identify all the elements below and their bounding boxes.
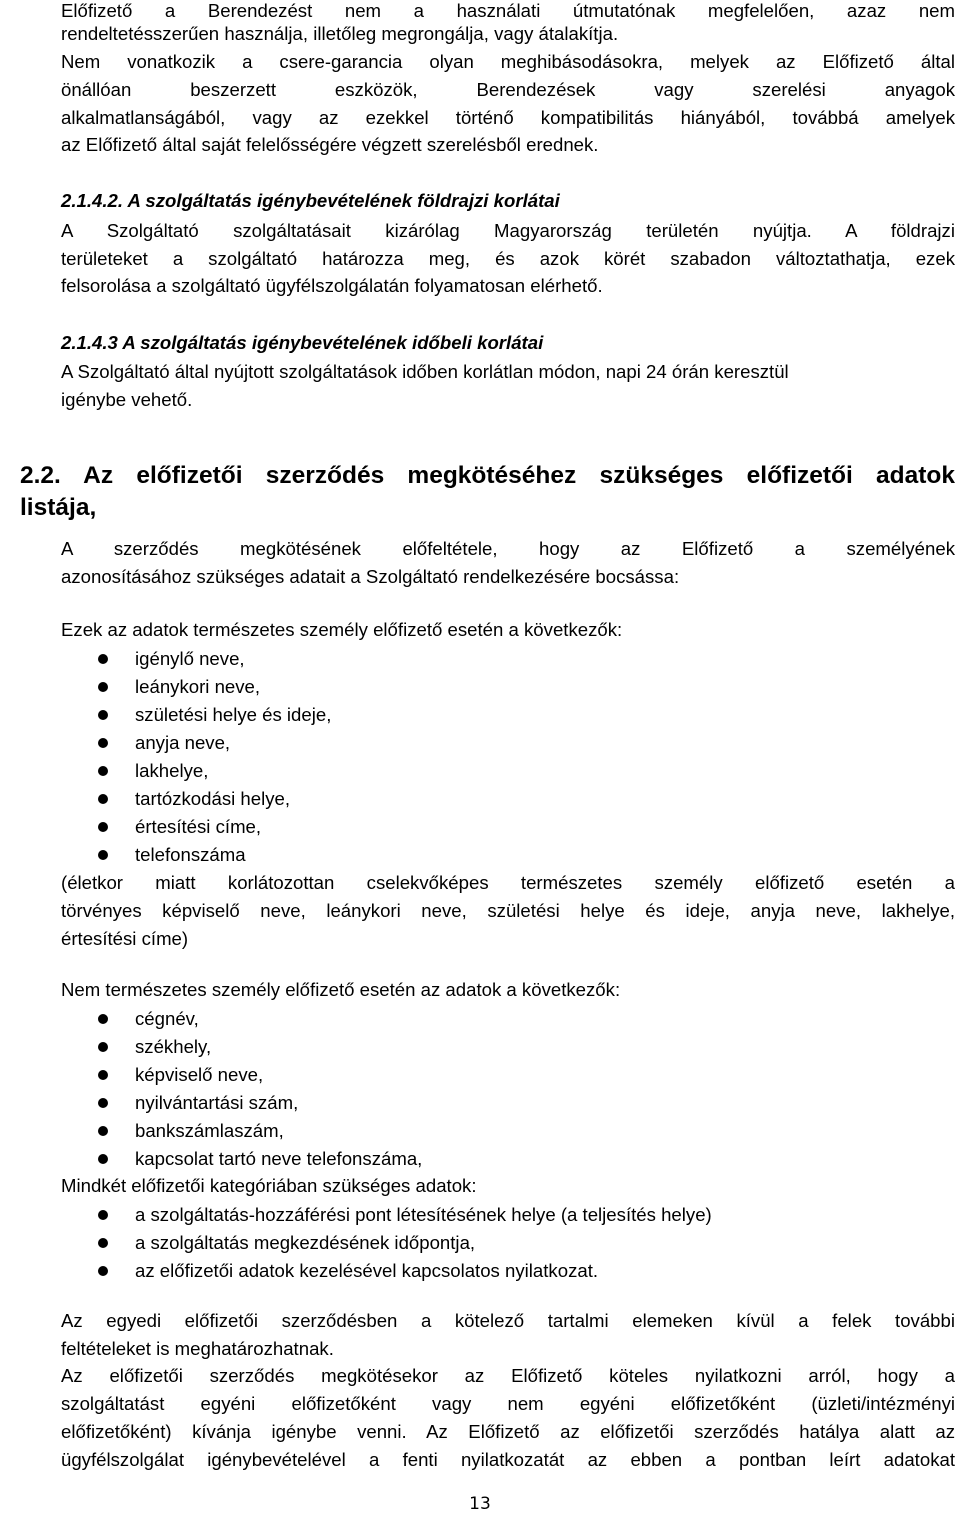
body-text-line: az Előfizető által saját felelősségére végzett szerelésből erednek.: [61, 134, 599, 155]
bullet-icon: [98, 710, 108, 720]
bullet-icon: [98, 1238, 108, 1248]
bullet-icon: [98, 1042, 108, 1052]
body-text-line: Az előfizetői szerződés megkötésekor az Előfizető köteles nyilatkozni arról, hogy a: [61, 1365, 955, 1386]
bullet-icon: [98, 1070, 108, 1080]
list-item: telefonszáma: [135, 844, 246, 865]
bullet-icon: [98, 1126, 108, 1136]
body-text-line: A szerződés megkötésének előfeltétele, hogy az Előfizető a személyének: [61, 538, 955, 559]
list-item: születési helye és ideje,: [135, 704, 332, 725]
body-text-line: értesítési címe): [61, 928, 189, 949]
body-text-line: feltételeket is meghatározhatnak.: [61, 1338, 334, 1359]
list-item: értesítési címe,: [135, 816, 262, 837]
list-item: kapcsolat tartó neve telefonszáma,: [135, 1148, 423, 1169]
body-text-line: Nem vonatkozik a csere-garancia olyan meghibásodásokra, melyek az Előfizető által: [61, 51, 955, 72]
bullet-icon: [98, 682, 108, 692]
body-text-line: Előfizető a Berendezést nem a használati útmutatónak megfelelően, azaz nem: [61, 0, 955, 21]
bullet-icon: [98, 654, 108, 664]
body-text-line: Az egyedi előfizetői szerződésben a kötelező tartalmi elemeken kívül a felek további: [61, 1310, 955, 1331]
list-item: az előfizetői adatok kezelésével kapcsolatos nyilatkozat.: [135, 1260, 599, 1281]
list-item: képviselő neve,: [135, 1064, 264, 1085]
section-heading-22-cont: listája,: [20, 494, 97, 521]
list-intro-legal: Nem természetes személy előfizető esetén az adatok a következők:: [61, 979, 621, 1000]
bullet-icon: [98, 822, 108, 832]
bullet-icon: [98, 1154, 108, 1164]
bullet-icon: [98, 1266, 108, 1276]
list-item: igénylő neve,: [135, 648, 245, 669]
bullet-icon: [98, 766, 108, 776]
section-heading-22: 2.2. Az előfizetői szerződés megkötéséhez szükséges előfizetői adatok: [20, 462, 955, 489]
body-text-line: alkalmatlanságából, vagy az ezekkel történő kompatibilitás hiányából, továbbá amelyek: [61, 107, 955, 128]
bullet-icon: [98, 1210, 108, 1220]
page-number: 13: [469, 1494, 491, 1514]
body-text-line: törvényes képviselő neve, leánykori neve, születési helye és ideje, anyja neve, lakhelye,: [61, 900, 955, 921]
section-heading-2142: 2.1.4.2. A szolgáltatás igénybevételének földrajzi korlátai: [61, 190, 560, 211]
body-text-line: ügyfélszolgálat igénybevételével a fenti nyilatkozatát az ebben a pontban leírt adatokat: [61, 1449, 955, 1470]
bullet-icon: [98, 1014, 108, 1024]
list-item: nyilvántartási szám,: [135, 1092, 299, 1113]
list-intro-both: Mindkét előfizetői kategóriában szükséges adatok:: [61, 1175, 477, 1196]
list-item: lakhelye,: [135, 760, 209, 781]
bullet-icon: [98, 850, 108, 860]
body-text-line: A Szolgáltató által nyújtott szolgáltatások időben korlátlan módon, napi 24 órán keresztül: [61, 361, 789, 382]
list-item: a szolgáltatás megkezdésének időpontja,: [135, 1232, 476, 1253]
list-item: cégnév,: [135, 1008, 199, 1029]
body-text-line: szolgáltatást egyéni előfizetőként vagy nem egyéni előfizetőként (üzleti/intézményi: [61, 1393, 955, 1414]
section-heading-2143: 2.1.4.3 A szolgáltatás igénybevételének időbeli korlátai: [61, 332, 544, 353]
body-text-line: felsorolása a szolgáltató ügyfélszolgálatán folyamatosan elérhető.: [61, 275, 603, 296]
list-item: leánykori neve,: [135, 676, 261, 697]
list-item: tartózkodási helye,: [135, 788, 291, 809]
list-item: a szolgáltatás-hozzáférési pont létesítésének helye (a teljesítés helye): [135, 1204, 712, 1225]
body-text-line: igénybe vehető.: [61, 389, 193, 410]
body-text-line: előfizetőként) kívánja igénybe venni. Az Előfizető az előfizetői szerződés hatálya alatt az: [61, 1421, 955, 1442]
body-text-line: A Szolgáltató szolgáltatásait kizárólag Magyarország területén nyújtja. A földrajzi: [61, 220, 955, 241]
bullet-icon: [98, 738, 108, 748]
body-text-line: (életkor miatt korlátozottan cselekvőképes természetes személy előfizető esetén a: [61, 872, 955, 893]
list-item: bankszámlaszám,: [135, 1120, 284, 1141]
list-item: anyja neve,: [135, 732, 231, 753]
list-item: székhely,: [135, 1036, 212, 1057]
list-intro-natural: Ezek az adatok természetes személy előfizető esetén a következők:: [61, 619, 623, 640]
body-text-line: önállóan beszerzett eszközök, Berendezések vagy szerelési anyagok: [61, 79, 955, 100]
bullet-icon: [98, 1098, 108, 1108]
bullet-icon: [98, 794, 108, 804]
body-text-line: területeket a szolgáltató határozza meg, és azok körét szabadon változtathatja, ezek: [61, 248, 955, 269]
body-text-line: azonosításához szükséges adatait a Szolgáltató rendelkezésére bocsássa:: [61, 566, 680, 587]
body-text-line: rendeltetésszerűen használja, illetőleg megrongálja, vagy átalakítja.: [61, 23, 619, 44]
